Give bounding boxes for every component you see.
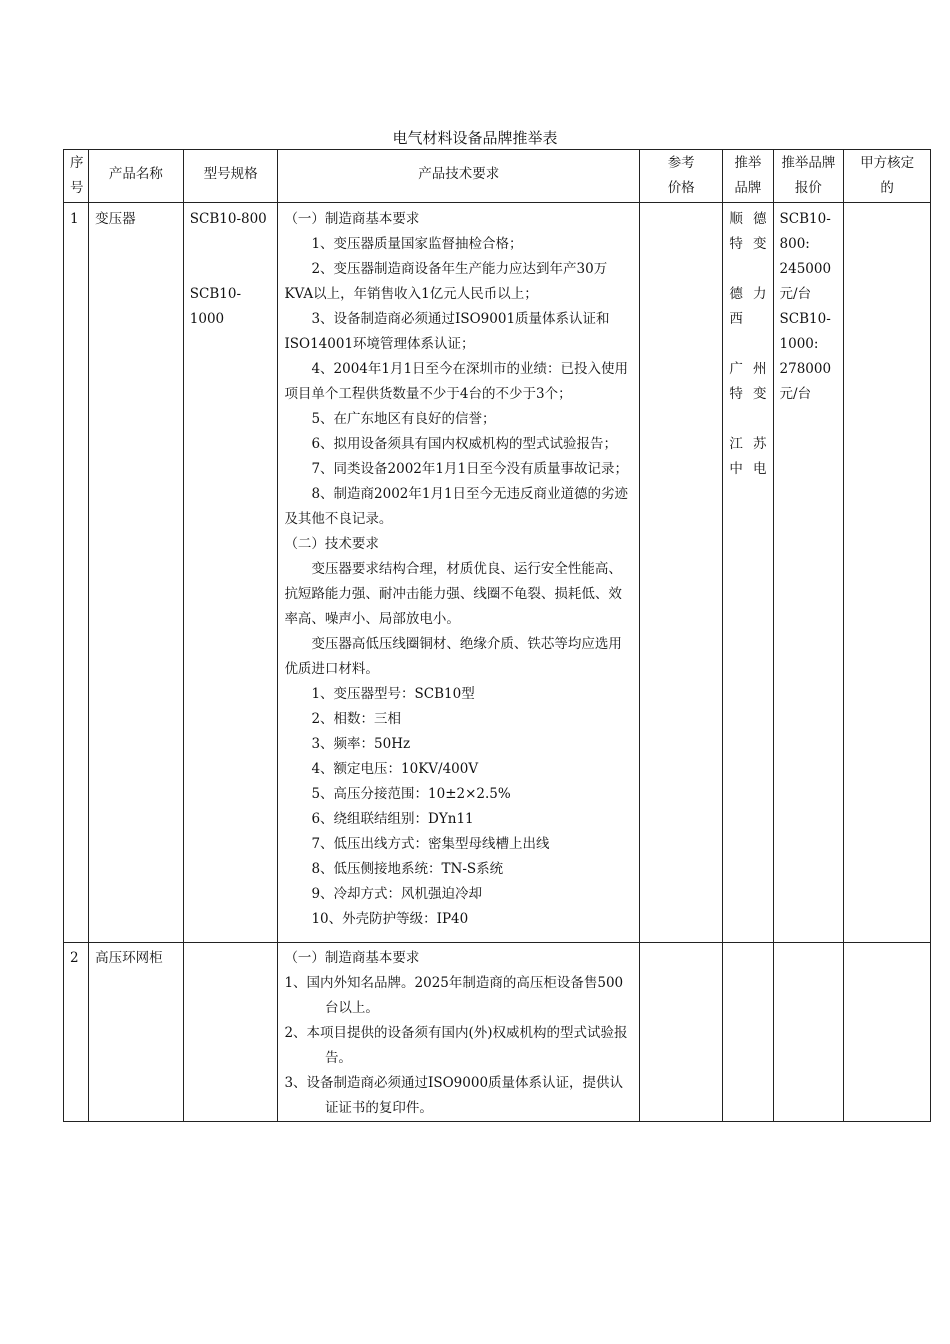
requirement-heading: （二）技术要求 — [284, 536, 379, 552]
model-spec: SCB10-800 — [189, 211, 267, 227]
header-brand-price: 推举品牌 报价 — [773, 150, 844, 203]
requirement-item: 2、相数：三相 — [311, 711, 402, 727]
requirement-item: 7、同类设备2002年1月1日至今没有质量事故记录； — [311, 461, 629, 477]
requirement-heading: （一）制造商基本要求 — [284, 950, 420, 966]
row-models — [183, 203, 278, 943]
requirement-item: 8、低压侧接地系统：TN-S系统 — [311, 861, 504, 877]
requirement-item: 变压器要求结构合理，材质优良、运行安全性能高、抗短路能力强、耐冲击能力强、线圈不龟裂、损耗低、效率高、噪声小、局部放电小。 — [284, 561, 622, 627]
brand-price-line: 元/台 — [779, 286, 812, 302]
row-seq: 1 — [64, 203, 89, 943]
row-models — [183, 943, 278, 1122]
brand-price-line: 1000: — [779, 336, 819, 352]
header-model: 型号规格 — [183, 150, 278, 203]
brand-name: 德力 — [729, 286, 767, 302]
header-recommended-brand: 推举 品牌 — [723, 150, 773, 203]
row-brand-prices — [773, 203, 844, 943]
requirement-item: 3、设备制造商必须通过ISO9001质量体系认证和ISO14001环境管理体系认证； — [284, 311, 610, 352]
requirement-item: 5、在广东地区有良好的信誉； — [311, 411, 496, 427]
brand-price-line: 245000 — [779, 261, 832, 277]
header-seq: 序 号 — [64, 150, 89, 203]
brand-price-line: 278000 — [779, 361, 832, 377]
document-title: 电气材料设备品牌推举表 — [392, 129, 558, 147]
brand-price-line: SCB10- — [779, 311, 831, 327]
requirement-item: 3、频率：50Hz — [311, 736, 411, 752]
table-row — [64, 943, 931, 1122]
row-brands — [723, 943, 773, 1122]
brand-name: 特变 — [729, 236, 767, 252]
requirement-item: 1、国内外知名品牌。2025年制造商的高压柜设备售500台以上。 — [284, 975, 624, 1016]
header-tech-requirements: 产品技术要求 — [278, 150, 640, 203]
requirement-item: 4、2004年1月1日至今在深圳市的业绩：已投入使用项目单个工程供货数量不少于4台的不少于3个； — [284, 361, 629, 402]
requirement-heading: （一）制造商基本要求 — [284, 211, 420, 227]
row-requirements — [278, 943, 640, 1122]
header-product-name: 产品名称 — [89, 150, 184, 203]
brand-price-line: 元/台 — [779, 386, 812, 402]
requirement-item: 3、设备制造商必须通过ISO9000质量体系认证，提供认证证书的复印件。 — [284, 1075, 624, 1116]
brand-name: 顺德 — [729, 211, 767, 227]
requirement-item: 5、高压分接范围：10±2×2.5% — [311, 786, 511, 802]
requirement-item: 变压器高低压线圈铜材、绝缘介质、铁芯等均应选用优质进口材料。 — [284, 636, 622, 677]
requirement-item: 6、拟用设备须具有国内权威机构的型式试验报告； — [311, 436, 618, 452]
row-requirements — [278, 203, 640, 943]
requirement-item: 7、低压出线方式：密集型母线槽上出线 — [311, 836, 550, 852]
requirement-item: 8、制造商2002年1月1日至今无违反商业道德的劣迹及其他不良记录。 — [284, 486, 629, 527]
brand-name: 特变 — [729, 386, 767, 402]
row-brands — [723, 203, 773, 943]
requirement-item: 1、变压器型号：SCB10型 — [311, 686, 475, 702]
row-product-name: 变压器 — [89, 203, 184, 943]
row-product-name: 高压环网柜 — [89, 943, 184, 1122]
brand-name: 西 — [729, 311, 743, 327]
row-approved — [844, 943, 931, 1122]
brand-price-line: 800: — [779, 236, 810, 252]
brand-name: 江苏 — [729, 436, 767, 452]
header-approved: 甲方核定 的 — [844, 150, 931, 203]
row-reference-price — [640, 203, 723, 943]
model-spec: SCB10-1000 — [189, 286, 242, 327]
row-brand-prices — [773, 943, 844, 1122]
requirement-item: 1、变压器质量国家监督抽检合格； — [311, 236, 523, 252]
brand-name: 广州 — [729, 361, 767, 377]
brand-recommendation-table — [63, 149, 931, 1122]
requirement-item: 2、本项目提供的设备须有国内(外)权威机构的型式试验报告。 — [284, 1025, 628, 1066]
row-reference-price — [640, 943, 723, 1122]
row-seq: 2 — [64, 943, 89, 1122]
requirement-item: 4、额定电压：10KV/400V — [311, 761, 479, 777]
table-row — [64, 203, 931, 943]
brand-name: 中电 — [729, 461, 767, 477]
requirement-item: 10、外壳防护等级：IP40 — [311, 911, 469, 927]
header-row — [64, 150, 931, 203]
row-approved — [844, 203, 931, 943]
requirement-item: 9、冷却方式：风机强迫冷却 — [311, 886, 483, 902]
brand-price-line: SCB10- — [779, 211, 831, 227]
header-reference-price: 参考 价格 — [640, 150, 723, 203]
requirement-item: 6、绕组联结组别：DYn11 — [311, 811, 474, 827]
requirement-item: 2、变压器制造商设备年生产能力应达到年产30万KVA以上，年销售收入1亿元人民币以上； — [284, 261, 608, 302]
